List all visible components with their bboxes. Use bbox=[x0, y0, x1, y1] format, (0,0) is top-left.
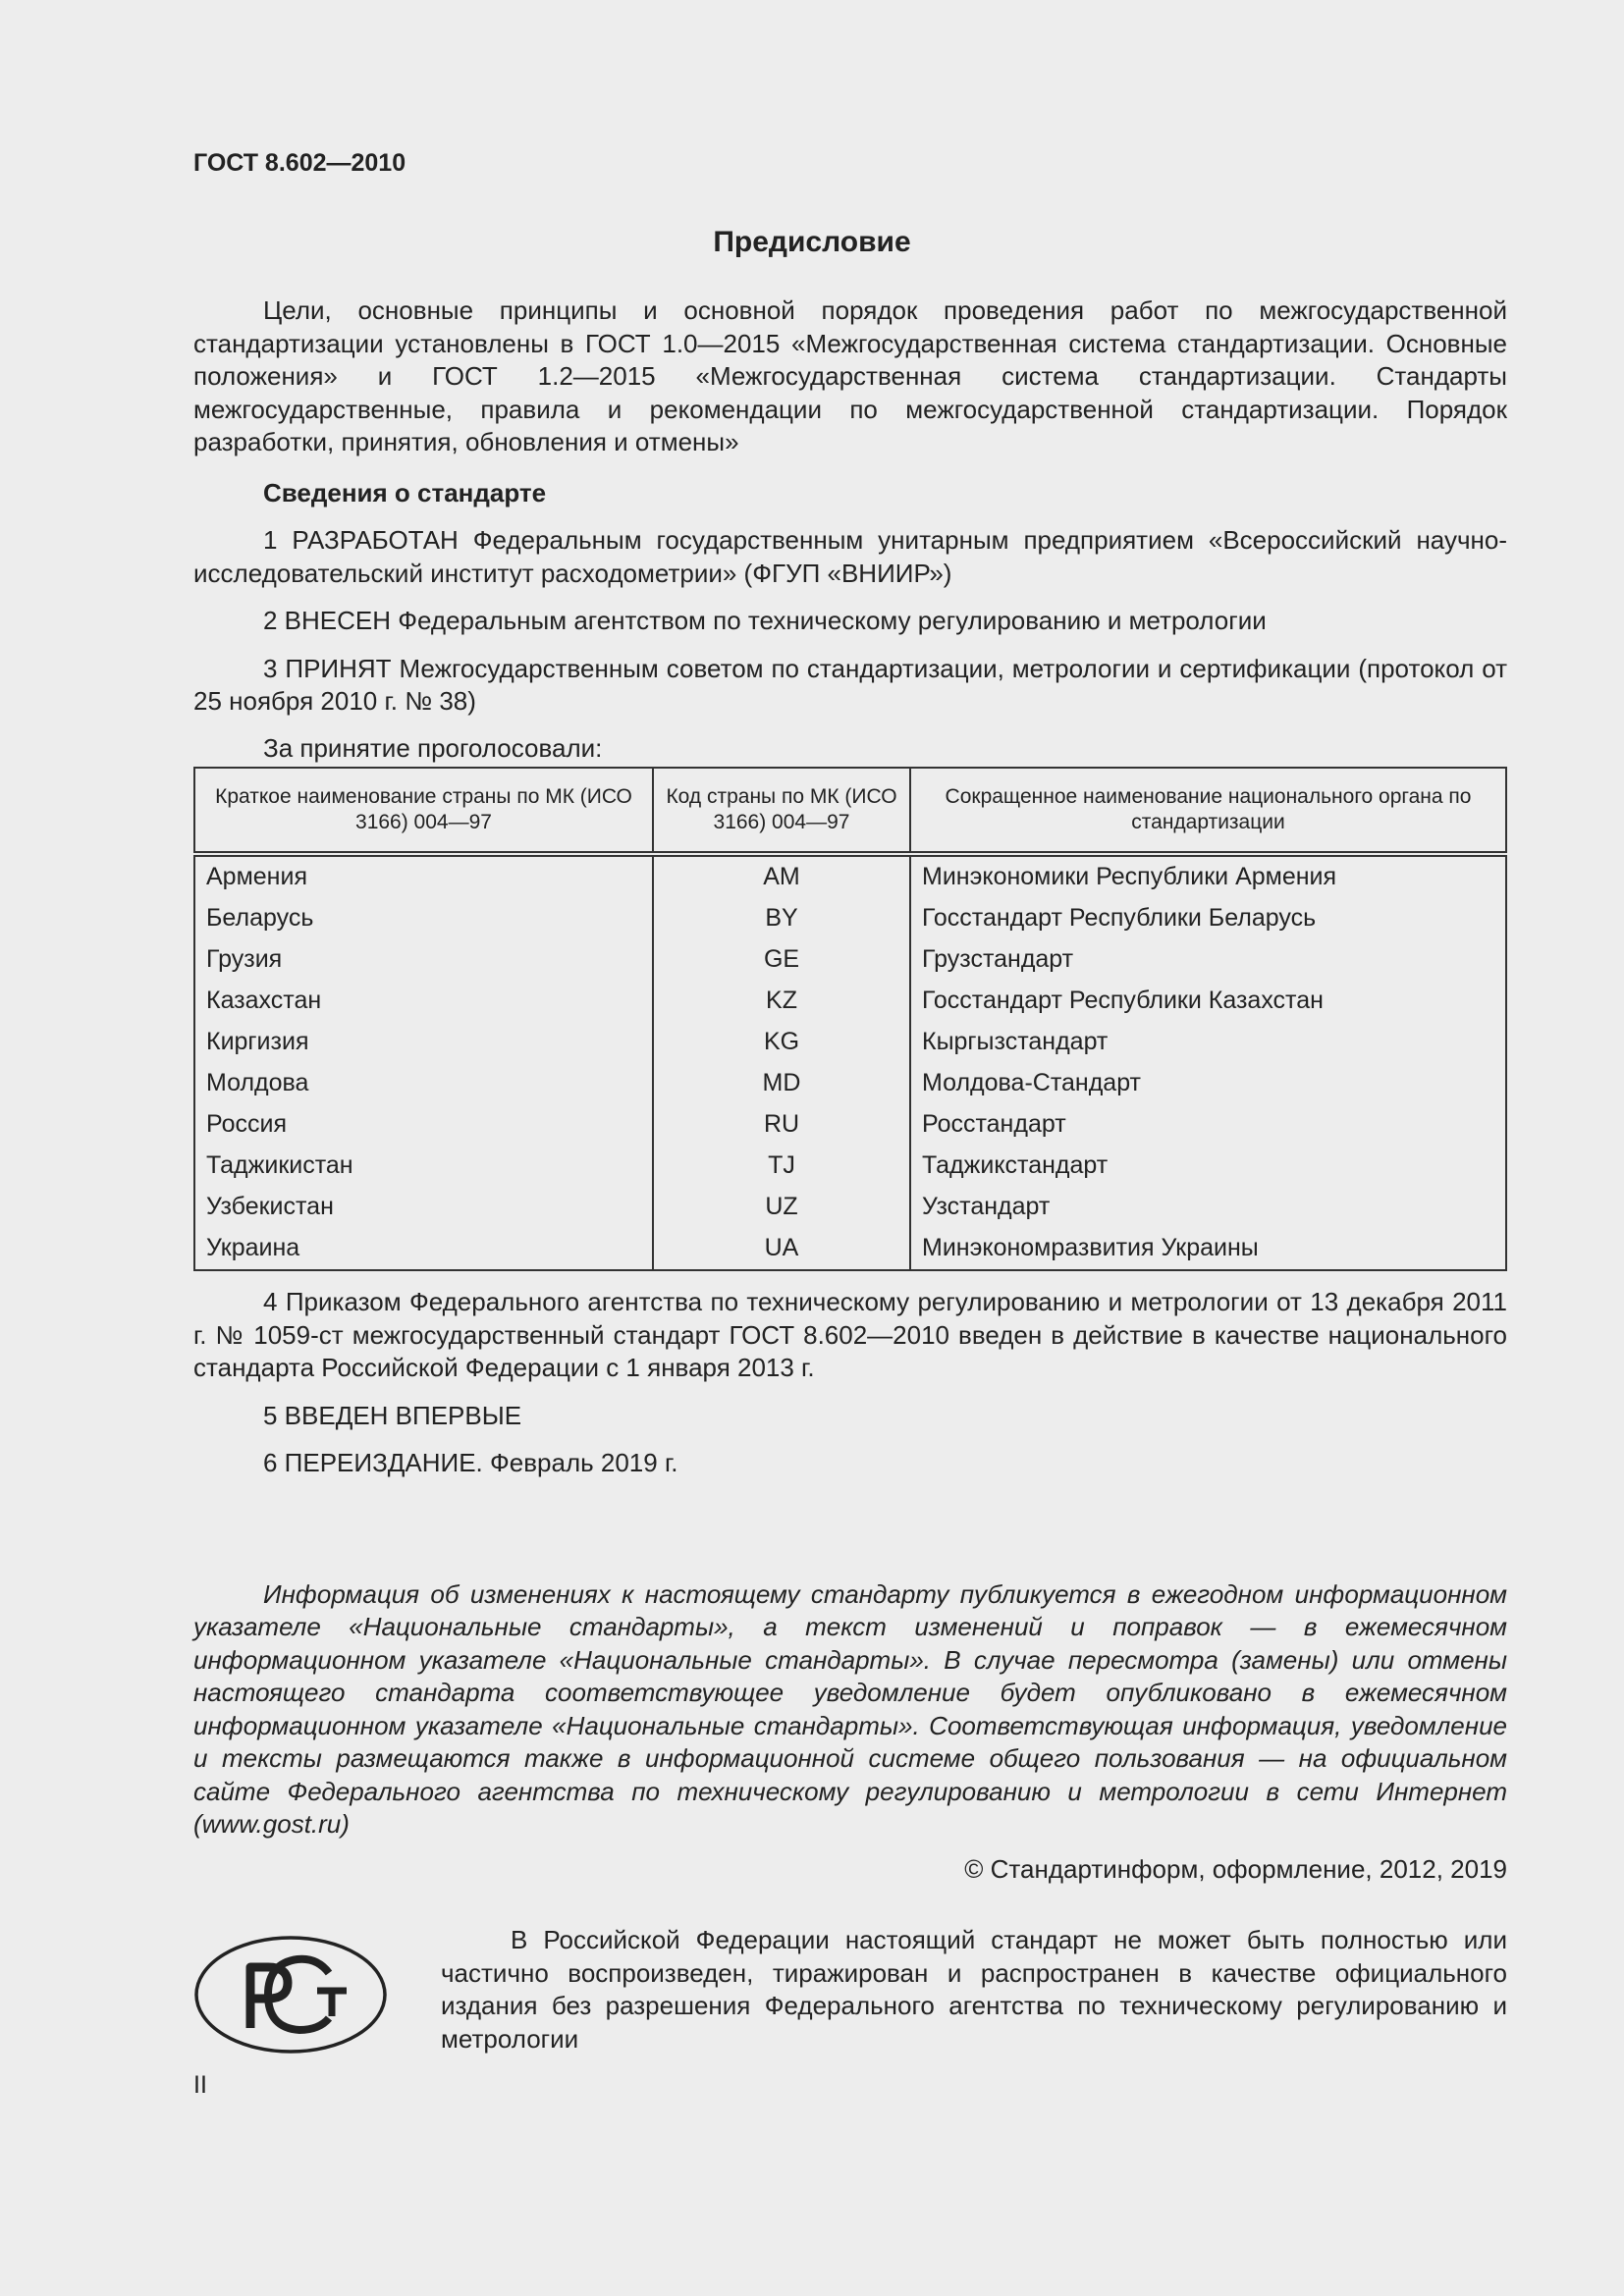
info-note: Информация об изменениях к настоящему стандарту публикуется в ежегодном информационном указателе «Национальные стандарты», а текст изменений и поправок — в ежемесячном информационном указателе «Национальные стандарты». В случае пересмотра (замены) или отмены настоящего стандарта соответствующее уведомление будет опубликовано в ежемесячном информационном указателе «Национальные стандарты». Соответствующая информация, уведомление и тексты размещаются также в информационной системе общего пользования — на официальном сайте Федерального агентства по техническому регулированию и метрологии в сети Интернет (www.gost.ru) bbox=[193, 1578, 1507, 1839]
cell-code: MD bbox=[653, 1063, 910, 1104]
cell-country: Киргизия bbox=[194, 1022, 653, 1063]
page-number: II bbox=[193, 2071, 207, 2099]
cell-code: AM bbox=[653, 854, 910, 898]
member-states-table bbox=[193, 767, 1507, 1271]
column-header-country: Краткое наименование страны по МК (ИСО 3166) 004—97 bbox=[194, 768, 653, 854]
cell-code: KG bbox=[653, 1022, 910, 1063]
cell-code: UA bbox=[653, 1228, 910, 1270]
cell-body: Минэкономразвития Украины bbox=[910, 1228, 1506, 1270]
table-row bbox=[194, 1228, 1506, 1270]
document-body bbox=[193, 294, 1507, 1886]
document-header-id: ГОСТ 8.602—2010 bbox=[193, 149, 406, 177]
rst-certification-mark-icon bbox=[193, 1934, 388, 2056]
cell-country: Армения bbox=[194, 854, 653, 898]
item-developed: 1 РАЗРАБОТАН Федеральным государственным унитарным предприятием «Всероссийский научно-исследовательский институт расходометрии» (ФГУП «ВНИИР») bbox=[193, 525, 1507, 588]
cell-country: Грузия bbox=[194, 939, 653, 981]
cell-country: Таджикистан bbox=[194, 1146, 653, 1187]
cell-country: Молдова bbox=[194, 1063, 653, 1104]
item-adopted: 3 ПРИНЯТ Межгосударственным советом по стандартизации, метрологии и сертификации (протокол от 25 ноября 2010 г. № 38) bbox=[193, 653, 1507, 716]
cell-body: Узстандарт bbox=[910, 1187, 1506, 1228]
table-header-row bbox=[194, 768, 1506, 854]
table-row bbox=[194, 1104, 1506, 1146]
table-row bbox=[194, 1146, 1506, 1187]
item-reissue: 6 ПЕРЕИЗДАНИЕ. Февраль 2019 г. bbox=[263, 1448, 678, 1477]
cell-code: KZ bbox=[653, 981, 910, 1022]
cell-body: Росстандарт bbox=[910, 1104, 1506, 1146]
cell-country: Казахстан bbox=[194, 981, 653, 1022]
column-header-code: Код страны по МК (ИСО 3166) 004—97 bbox=[653, 768, 910, 854]
section-title: Сведения о стандарте bbox=[263, 477, 547, 507]
table-row bbox=[194, 939, 1506, 981]
cell-country: Узбекистан bbox=[194, 1187, 653, 1228]
vote-label: За принятие проголосовали: bbox=[263, 732, 603, 763]
cell-body: Таджикстандарт bbox=[910, 1146, 1506, 1187]
cell-code: BY bbox=[653, 898, 910, 939]
cell-code: TJ bbox=[653, 1146, 910, 1187]
cell-body: Минэкономики Республики Армения bbox=[910, 854, 1506, 898]
cell-body: Кыргызстандарт bbox=[910, 1022, 1506, 1063]
cell-code: RU bbox=[653, 1104, 910, 1146]
cell-code: UZ bbox=[653, 1187, 910, 1228]
table-row bbox=[194, 1063, 1506, 1104]
item-first-introduced: 5 ВВЕДЕН ВПЕРВЫЕ bbox=[263, 1400, 522, 1430]
page-title: Предисловие bbox=[713, 226, 911, 258]
item-submitted: 2 ВНЕСЕН Федеральным агентством по техническому регулированию и метрологии bbox=[263, 606, 1267, 635]
table-row bbox=[194, 1187, 1506, 1228]
cell-body: Грузстандарт bbox=[910, 939, 1506, 981]
cell-body: Госстандарт Республики Беларусь bbox=[910, 898, 1506, 939]
reproduction-notice: В Российской Федерации настоящий стандарт не может быть полностью или частично воспроизведен, тиражирован и распространен в качестве официального издания без разрешения Федерального агентства по техническому регулированию и метрологии bbox=[441, 1925, 1507, 2054]
intro-paragraph: Цели, основные принципы и основной порядок проведения работ по межгосударственной стандартизации установлены в ГОСТ 1.0—2015 «Межгосударственная система стандартизации. Основные положения» и ГОСТ 1.2—2015 «Межгосударственная система стандартизации. Стандарты межгосударственные, правила и рекомендации по межгосударственной стандартизации. Порядок разработки, принятия, обновления и отмены» bbox=[193, 295, 1507, 456]
table-row bbox=[194, 981, 1506, 1022]
cell-body: Госстандарт Республики Казахстан bbox=[910, 981, 1506, 1022]
table-row bbox=[194, 898, 1506, 939]
cell-country: Украина bbox=[194, 1228, 653, 1270]
copyright-line: © Стандартинформ, оформление, 2012, 2019 bbox=[964, 1853, 1507, 1884]
table-row bbox=[194, 1022, 1506, 1063]
notice-block bbox=[193, 1924, 1507, 2061]
cell-code: GE bbox=[653, 939, 910, 981]
item-enacted: 4 Приказом Федерального агентства по техническому регулированию и метрологии от 13 декабря 2011 г. № 1059-ст межгосударственный стандарт ГОСТ 8.602—2010 введен в действие в качестве национального стандарта Российской Федерации с 1 января 2013 г. bbox=[193, 1287, 1507, 1382]
cell-body: Молдова-Стандарт bbox=[910, 1063, 1506, 1104]
table-row bbox=[194, 854, 1506, 898]
cell-country: Россия bbox=[194, 1104, 653, 1146]
cell-country: Беларусь bbox=[194, 898, 653, 939]
column-header-body: Сокращенное наименование национального органа по стандартизации bbox=[910, 768, 1506, 854]
